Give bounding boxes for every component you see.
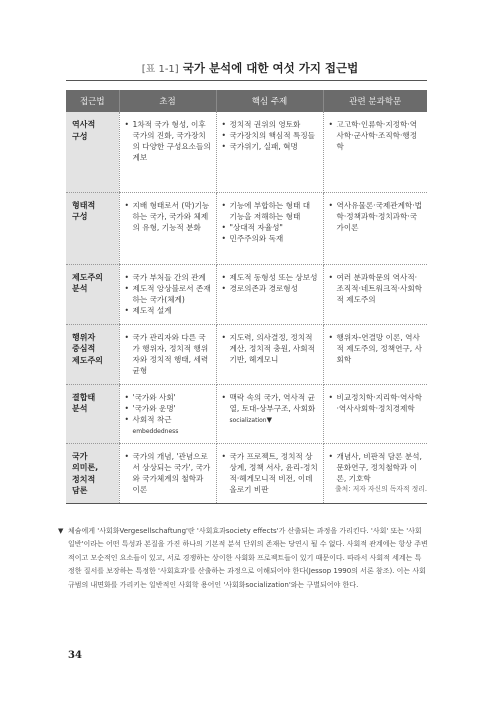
list-item: • 개념사, 비판적 담론 분석, 문화연구, 정치철학과 이론, 기호학	[329, 451, 424, 484]
list-item: • 비교정치학·지리학·역사학·역사사회학·정치경제학	[329, 392, 424, 414]
row-label: 제도주의 분석	[66, 264, 119, 324]
row-label: 역사적 구성	[66, 112, 119, 192]
approaches-table	[66, 90, 427, 504]
list-item: • 역사유물론·국제관계학·법학·정책과학·정치과학·국가이론	[329, 200, 424, 233]
list-item: • 민주주의와 독재	[222, 233, 319, 244]
fields-cell	[323, 264, 427, 324]
table-title: 국가 분석에 대한 여섯 가지 접근법	[182, 61, 359, 75]
table-row	[66, 384, 427, 443]
header-approach: 접근법	[66, 90, 119, 112]
themes-cell	[216, 443, 323, 503]
themes-cell	[216, 324, 323, 384]
row-label: 행위자 중심적 제도주의	[66, 324, 119, 384]
list-item: • 지배 형태로서 (막)기능하는 국가, 국가와 체제의 유형, 기능적 분화	[125, 200, 212, 233]
list-item: • "상대적 자율성"	[222, 222, 319, 233]
table-row	[66, 443, 427, 503]
header-themes: 핵심 주제	[216, 90, 323, 112]
table-row	[66, 192, 427, 264]
caption-rule	[66, 80, 427, 81]
list-item: • 맥락 속의 국가, 역사적 균열, 토대-상부구조, 사회화socialization▼	[222, 392, 319, 426]
focus-cell	[119, 112, 216, 192]
table-source: 출처: 저자 자신의 독자적 정리.	[335, 485, 427, 493]
header-fields: 관련 분과학문	[323, 90, 427, 112]
table-row	[66, 264, 427, 324]
fields-cell	[323, 443, 427, 503]
list-item: • 여러 분과학문의 역사적·조직적·네트워크적·사회학적 제도주의	[329, 272, 424, 305]
table-row	[66, 112, 427, 192]
row-label: 형태적 구성	[66, 192, 119, 264]
header-focus: 초점	[119, 90, 216, 112]
list-item: • 1차적 국가 형성, 이후 국가의 진화, 국가장치의 다양한 구성요소들의 계보	[125, 119, 212, 163]
fields-cell	[323, 192, 427, 264]
page-number: 34	[68, 650, 82, 661]
footnote-text: 체슘에게 '사회화Vergesellschaftung'란 '사회효과society effects'가 산출되는 과정을 가리킨다. '사회' 또는 '사회 일반'이라는 어떤 특성과 본질을 가진 하나의 기본적 분석 단위의 존재는 당연시 될 수 없다. 사회적 관계에는 항상 주변적이고 모순적인 요소들이 있고, 서로 경쟁하는 상이한 사회화 프로젝트들이 있기 때문이다. 따라서 사회적 세계는 특정한 질서를 보장하는 특정한 '사회효과'를 산출하는 과정으로 이해되어야 한다(Jessop 1990의 서론 참조). 이는 사회 규범의 내면화를 가리키는 일반적인 사회학 용어인 '사회화socialization'와는 구별되어야 한다.	[68, 527, 428, 589]
list-item: • 국가위기, 실패, 혁명	[222, 141, 319, 152]
table-header-row	[66, 90, 427, 112]
fields-cell	[323, 112, 427, 192]
embeddedness-term: embeddedness	[132, 427, 179, 435]
fields-cell	[323, 324, 427, 384]
list-item: • 제도적 설계	[125, 305, 212, 316]
row-label: 국가 의미론, 정치적 담론	[66, 443, 119, 503]
list-item: • 국가장치의 핵심적 특징들	[222, 130, 319, 141]
table-row	[66, 324, 427, 384]
focus-cell	[119, 384, 216, 443]
list-item: • 제도적 동형성 또는 상보성	[222, 272, 319, 283]
list-item: • '국가와 사회'	[125, 392, 212, 403]
footnote-marker-icon: ▼	[58, 527, 64, 535]
focus-cell	[119, 192, 216, 264]
themes-cell	[216, 192, 323, 264]
list-item: • 기능에 부합하는 형태 대 기능을 저해하는 형태	[222, 200, 319, 222]
list-item: • 국가 프로젝트, 정치적 상상계, 정책 서사, 윤리-정치적·헤게모니적 비전, 이데올로기 비판	[222, 451, 319, 495]
list-item: • 고고학·인류학·지정학·역사학·군사학·조직학·행정학	[329, 119, 424, 152]
themes-cell	[216, 384, 323, 443]
list-item: • 지도력, 의사결정, 정치적 계산, 정치적 충원, 사회적 기반, 헤게모니	[222, 332, 319, 365]
fields-cell	[323, 384, 427, 443]
list-item: • '국가와 운명'	[125, 403, 212, 414]
table-tag: [표 1-1]	[141, 64, 179, 75]
footnote	[58, 525, 428, 592]
themes-cell	[216, 112, 323, 192]
list-item: • 국가의 개념, '관념으로서 상상되는 국가', 국가와 국가체계의 철학과 이론	[125, 451, 212, 495]
list-item: • 제도적 앙상블로서 존재하는 국가(체계)	[125, 283, 212, 305]
list-item: • 경로의존과 경로형성	[222, 283, 319, 294]
focus-cell	[119, 324, 216, 384]
socialization-term: socialization	[229, 416, 267, 424]
list-item: • 행위자-연결망 이론, 역사적 제도주의, 정책연구, 사회학	[329, 332, 424, 365]
list-item: • 정치적 권위의 영토화	[222, 119, 319, 130]
note-marker-icon: ▼	[266, 415, 272, 424]
themes-cell	[216, 264, 323, 324]
list-item: • 사회적 착근embeddedness	[125, 414, 212, 437]
list-item: • 국가 관리자와 다른 국가 행위자, 정치적 행위자와 정치적 행태, 세력균형	[125, 332, 212, 376]
focus-cell	[119, 264, 216, 324]
row-label: 결합태 분석	[66, 384, 119, 443]
table-caption	[0, 60, 500, 76]
focus-cell	[119, 443, 216, 503]
list-item: • 국가 부처들 간의 관계	[125, 272, 212, 283]
